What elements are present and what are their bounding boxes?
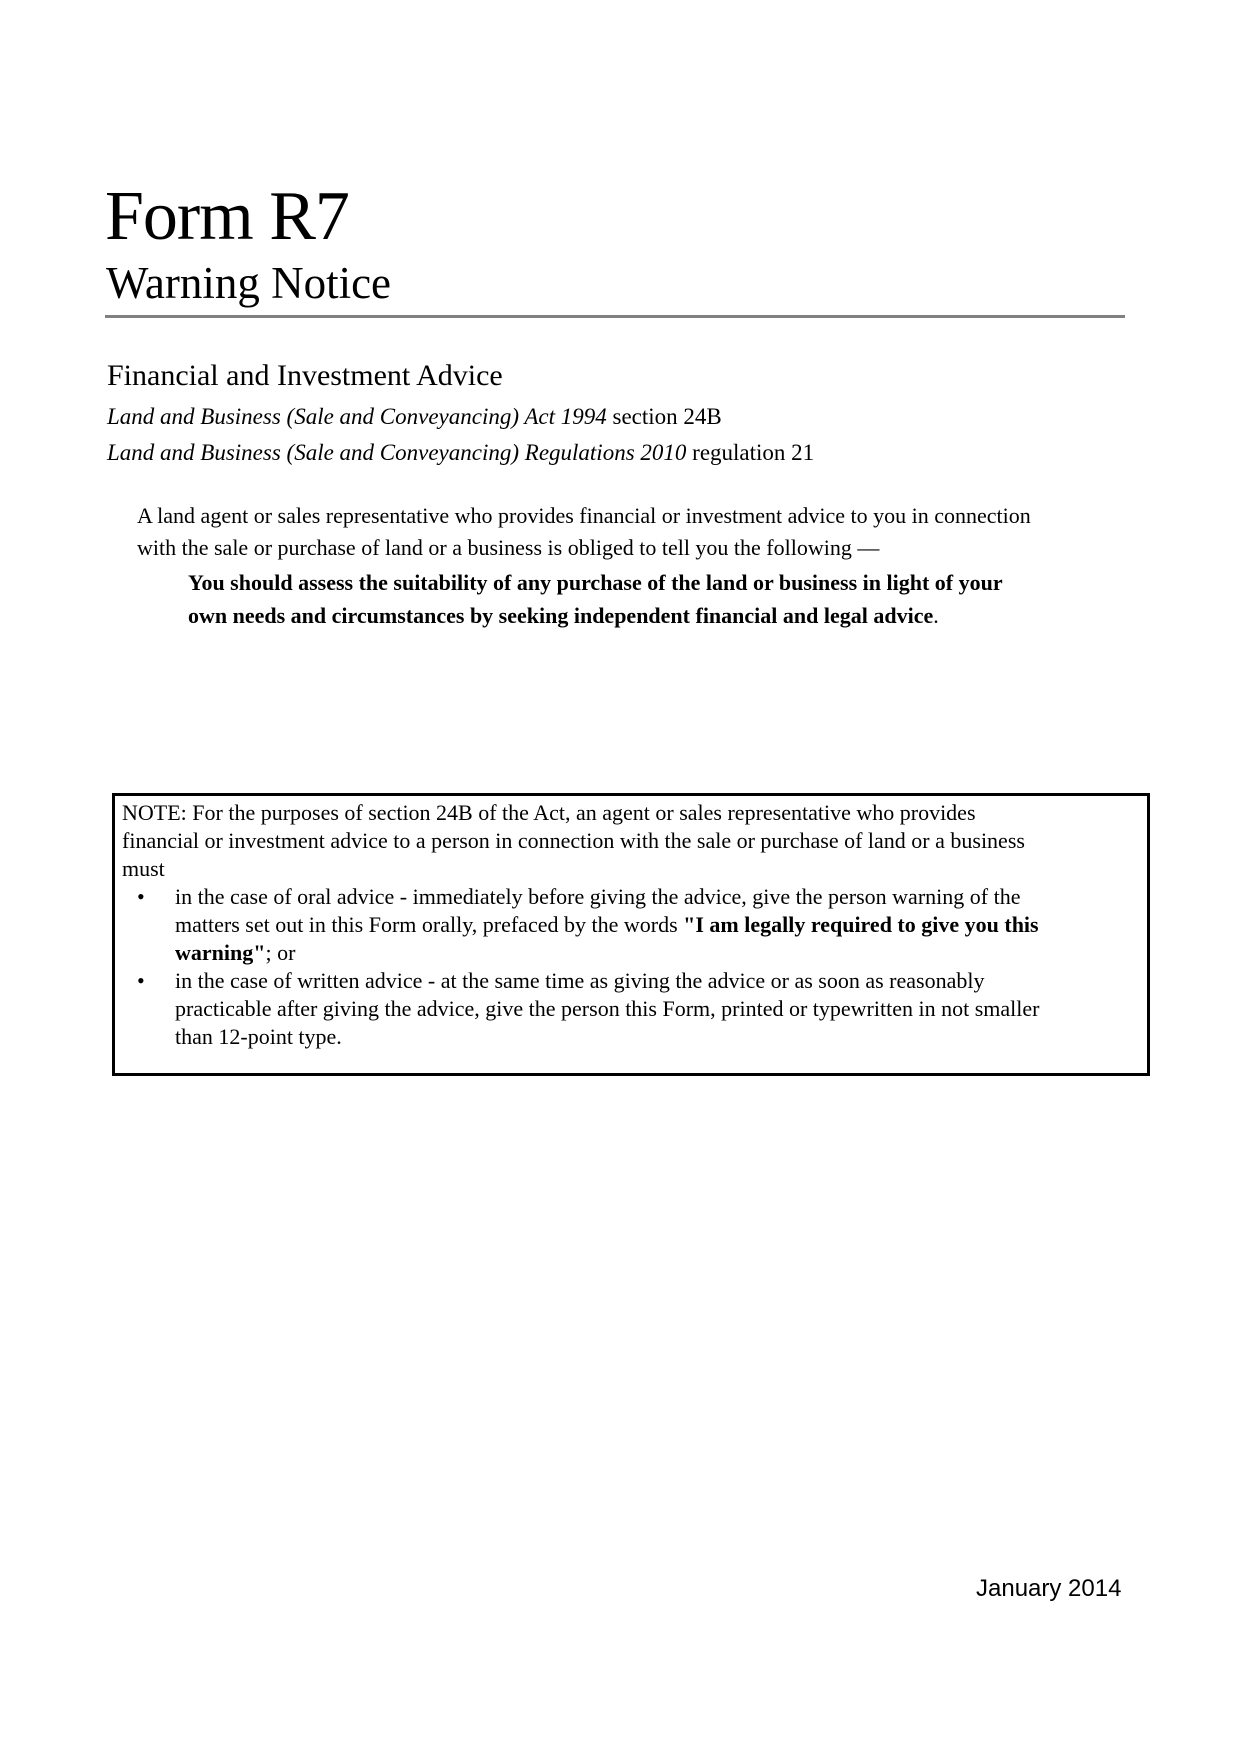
footer-date: January 2014: [976, 1575, 1122, 1602]
bullet-item-written-advice: [122, 967, 1137, 995]
regulation-citation-italic: Land and Business (Sale and Conveyancing) Regulations 2010: [107, 440, 687, 465]
act-citation: [107, 399, 814, 435]
bullet-item-oral-advice: [122, 911, 1137, 939]
bullet-bold-text: warning": [175, 940, 266, 965]
note-box: [112, 793, 1150, 1076]
bullet-text: in the case of written advice - at the same time as giving the advice or as soon as reasonably: [175, 968, 985, 993]
bullet-text: in the case of oral advice - immediately before giving the advice, give the person warning of the: [175, 884, 1021, 909]
bullet-item-oral-advice: [122, 883, 1137, 911]
warning-line: [188, 599, 1003, 632]
bullet-text: practicable after giving the advice, give the person this Form, printed or typewritten in not smaller: [175, 996, 1040, 1021]
intro-line: A land agent or sales representative who provides financial or investment advice to you in connection: [137, 503, 1031, 528]
warning-period: .: [933, 603, 939, 628]
warning-bold-text: You should assess the suitability of any purchase of the land or business in light of your: [188, 570, 1003, 595]
act-citation-rest: section 24B: [606, 404, 722, 429]
bullet-icon: •: [137, 884, 145, 909]
bullet-text: than 12-point type.: [175, 1024, 342, 1049]
bullet-item-written-advice: [122, 1023, 1137, 1051]
title-divider-rule: [105, 315, 1125, 318]
act-citation-italic: Land and Business (Sale and Conveyancing) Act 1994: [107, 404, 607, 429]
section-heading: Financial and Investment Advice: [107, 359, 503, 392]
note-lead-line: financial or investment advice to a person in connection with the sale or purchase of land or a business: [122, 828, 1025, 853]
intro-paragraph: [137, 500, 1031, 564]
bullet-item-oral-advice: [122, 939, 1137, 967]
note-lead-line: must: [122, 856, 165, 881]
warning-statement: [188, 566, 1003, 632]
warning-line: [188, 566, 1003, 599]
form-title: Form R7: [105, 178, 349, 255]
bullet-text: matters set out in this Form orally, prefaced by the words: [175, 912, 684, 937]
bullet-text: ; or: [265, 940, 296, 965]
bullet-item-written-advice: [122, 995, 1137, 1023]
warning-bold-text: own needs and circumstances by seeking independent financial and legal advice: [188, 603, 934, 628]
note-lead-line: NOTE: For the purposes of section 24B of the Act, an agent or sales representative who provides: [122, 800, 976, 825]
legislation-citations: [107, 399, 814, 471]
bullet-icon: •: [137, 968, 145, 993]
form-subtitle: Warning Notice: [106, 258, 392, 308]
note-content: [115, 796, 1147, 1051]
bullet-bold-text: "I am legally required to give you this: [683, 912, 1039, 937]
intro-line: with the sale or purchase of land or a business is obliged to tell you the following —: [137, 535, 880, 560]
regulation-citation-rest: regulation 21: [686, 440, 815, 465]
regulation-citation: [107, 435, 814, 471]
